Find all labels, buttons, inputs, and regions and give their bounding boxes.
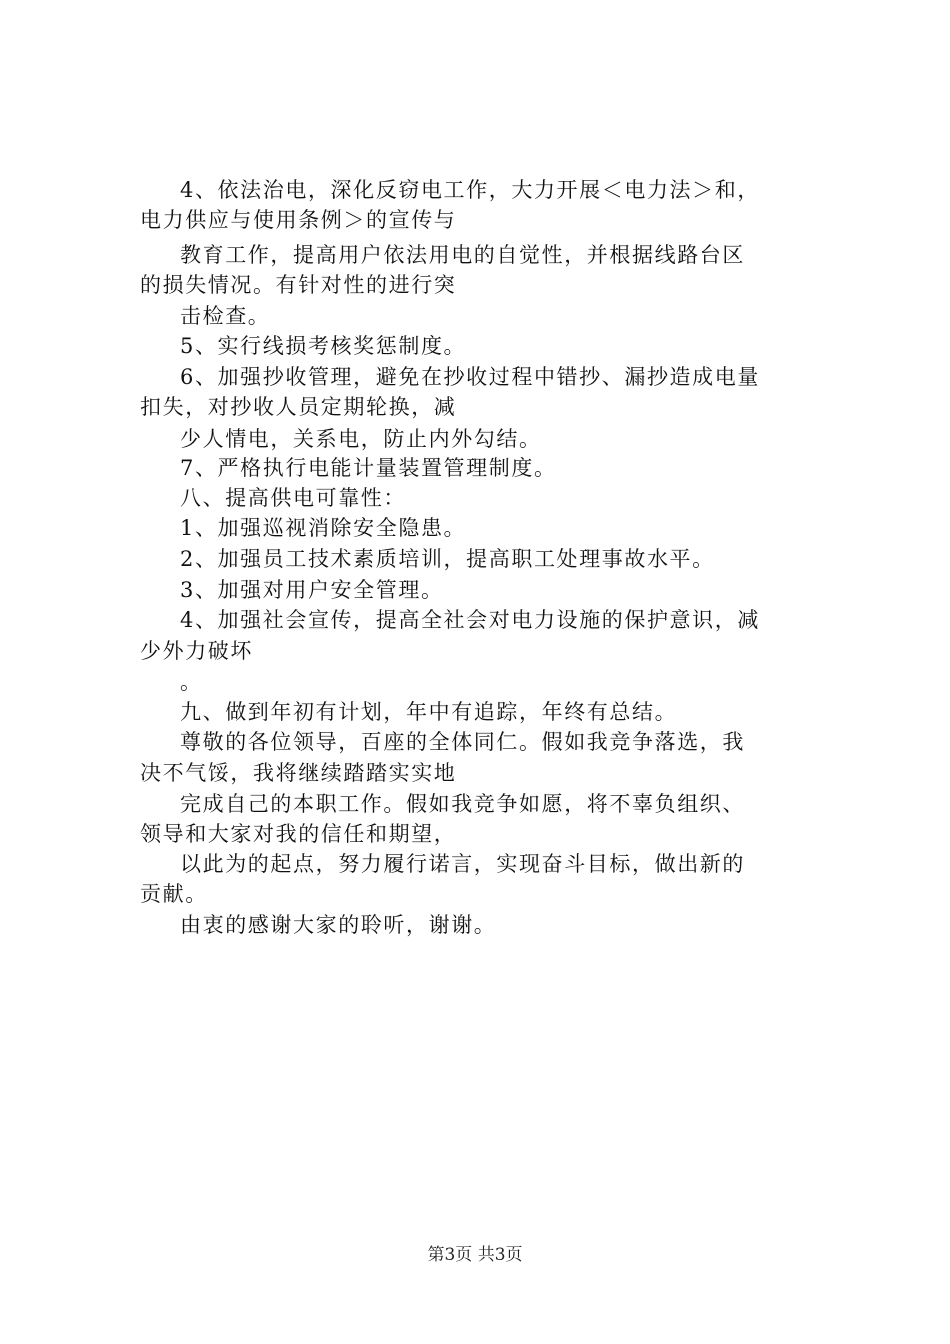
paragraph-line: 决不气馁，我将继续踏踏实实地: [140, 761, 457, 785]
paragraph-line: 以此为的起点，努力履行诺言，实现奋斗目标，做出新的: [180, 852, 745, 876]
paragraph-line: 4、依法治电，深化反窃电工作，大力开展＜电力法＞和，: [180, 178, 760, 202]
paragraph-line: 1、加强巡视消除安全隐患。: [180, 516, 467, 540]
paragraph-line: 7、严格执行电能计量装置管理制度。: [180, 456, 557, 480]
paragraph-line: 电力供应与使用条例＞的宣传与: [140, 208, 457, 232]
page-number-footer: 第3页 共3页: [427, 1245, 523, 1265]
paragraph-line: 击检查。: [180, 304, 271, 328]
paragraph-line: 领导和大家对我的信任和期望，: [140, 822, 457, 846]
paragraph-line: 4、加强社会宣传，提高全社会对电力设施的保护意识，减: [180, 608, 760, 632]
paragraph-line: 少外力破坏: [140, 639, 253, 663]
paragraph-line: 完成自己的本职工作。假如我竞争如愿，将不辜负组织、: [180, 792, 745, 816]
paragraph-line: 扣失，对抄收人员定期轮换，减: [140, 395, 457, 419]
paragraph-line: 由衷的感谢大家的聆听，谢谢。: [180, 913, 497, 937]
paragraph-line: 6、加强抄收管理，避免在抄收过程中错抄、漏抄造成电量: [180, 365, 760, 389]
paragraph-line: 的损失情况。有针对性的进行突: [140, 273, 457, 297]
paragraph-line: 教育工作，提高用户依法用电的自觉性，并根据线路台区: [180, 243, 745, 267]
paragraph-line: 少人情电，关系电，防止内外勾结。: [180, 427, 542, 451]
paragraph-line: 5、实行线损考核奖惩制度。: [180, 334, 467, 358]
paragraph-line: 3、加强对用户安全管理。: [180, 578, 444, 602]
paragraph-line: 2、加强员工技术素质培训，提高职工处理事故水平。: [180, 547, 715, 571]
paragraph-line: 。: [180, 670, 203, 694]
paragraph-line: 尊敬的各位领导，百座的全体同仁。假如我竞争落选，我: [180, 730, 745, 754]
paragraph-line: 贡献。: [140, 882, 208, 906]
paragraph-line: 九、做到年初有计划，年中有追踪，年终有总结。: [180, 700, 678, 724]
paragraph-line: 八、提高供电可靠性：: [180, 486, 406, 510]
